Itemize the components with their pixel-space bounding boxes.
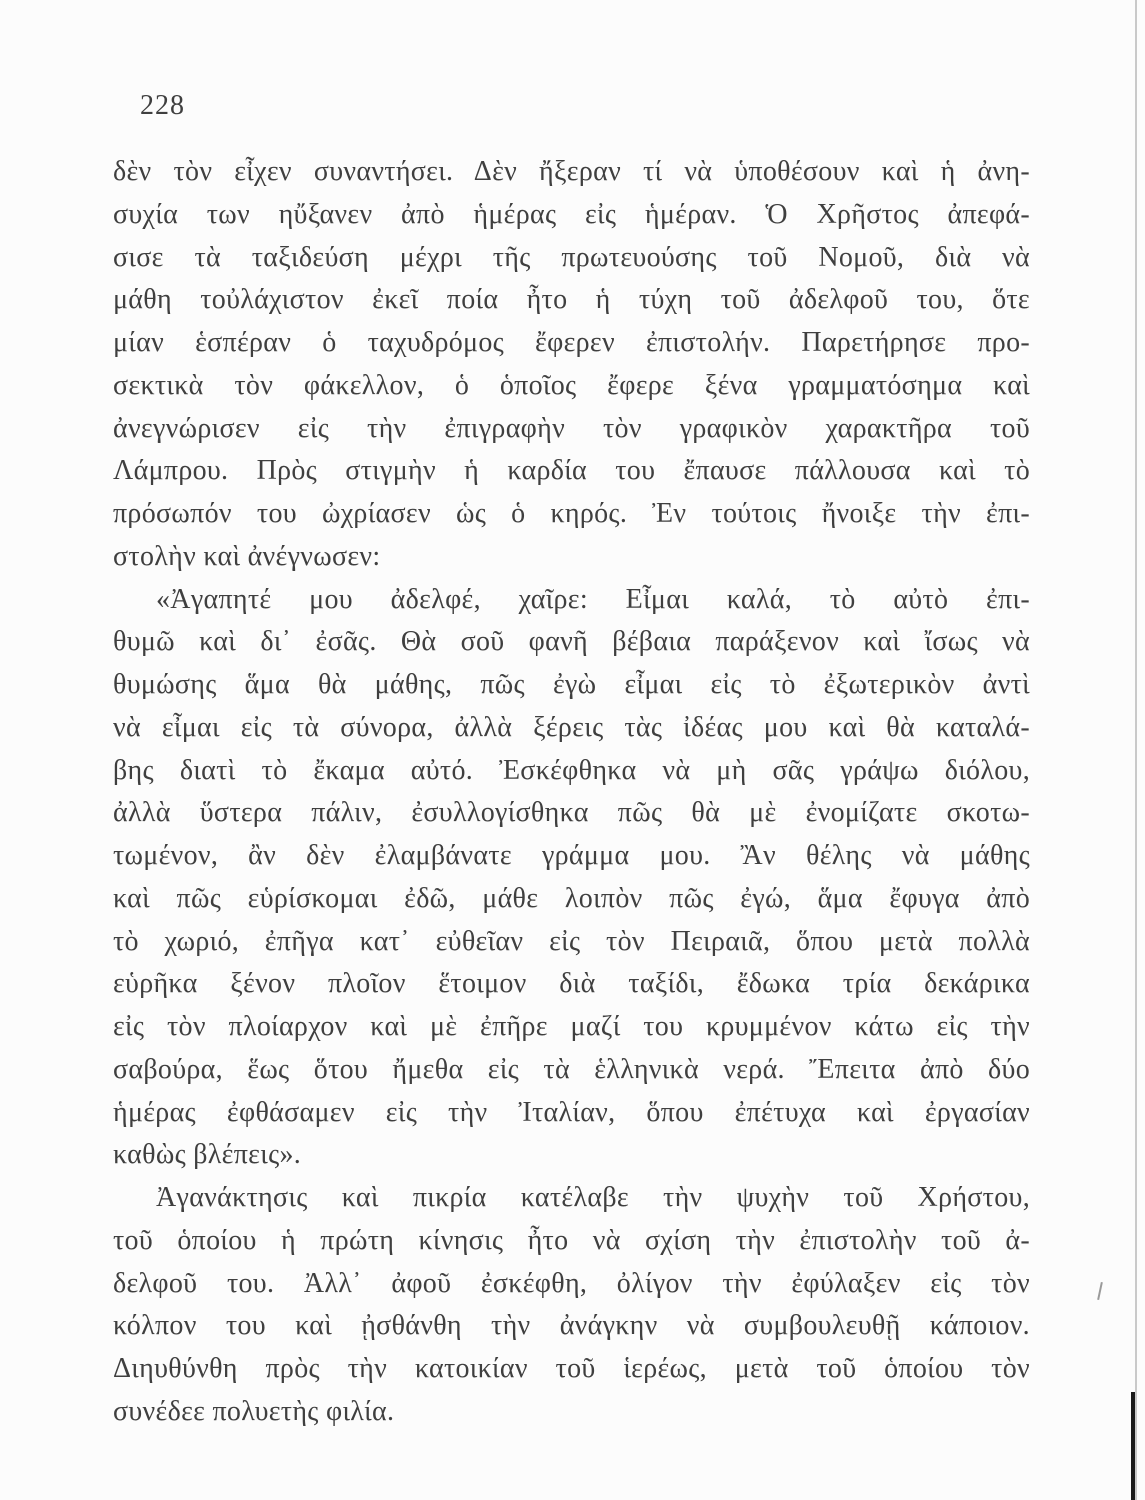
text-line: συνέδεε πολυετὴς φιλία.: [113, 1395, 395, 1427]
text-line: «Ἀγαπητέ μου ἀδελφέ, χαῖρε: Εἶμαι καλά, τὸ αὐτὸ ἐπι-: [156, 583, 1030, 615]
text-line: νὰ εἶμαι εἰς τὰ σύνορα, ἀλλὰ ξέρεις τὰς ἰδέας μου καὶ θὰ καταλά-: [113, 711, 1030, 743]
text-line: Λάμπρου. Πρὸς στιγμὴν ἡ καρδία του ἔπαυσε πάλλουσα καὶ τὸ: [113, 455, 1030, 487]
body-text: [113, 151, 1030, 1434]
text-line: μίαν ἑσπέραν ὁ ταχυδρόμος ἔφερεν ἐπιστολήν. Παρετήρησε προ-: [113, 327, 1030, 358]
text-line: Ἀγανάκτησις καὶ πικρία κατέλαβε τὴν ψυχὴν τοῦ Χρήστου,: [156, 1182, 1030, 1213]
binding-shadow: [1131, 1392, 1135, 1500]
margin-mark: [1097, 1282, 1103, 1300]
page-number: 228: [140, 90, 185, 121]
text-line: θυμώσης ἅμα θὰ μάθης, πῶς ἐγὼ εἶμαι εἰς τὸ ἐξωτερικὸν ἀντὶ: [113, 669, 1030, 700]
paragraph: [113, 151, 1030, 579]
text-line: θυμῶ καὶ δι᾽ ἐσᾶς. Θὰ σοῦ φανῆ βέβαια παράξενον καὶ ἴσως νὰ: [113, 626, 1030, 658]
text-line: καὶ πῶς εὑρίσκομαι ἐδῶ, μάθε λοιπὸν πῶς ἐγώ, ἅμα ἔφυγα ἀπὸ: [113, 882, 1030, 914]
text-line: ἀλλὰ ὕστερα πάλιν, ἐσυλλογίσθηκα πῶς θὰ μὲ ἐνομίζατε σκοτω-: [113, 797, 1030, 829]
text-line: δὲν τὸν εἶχεν συναντήσει. Δὲν ἤξεραν τί νὰ ὑποθέσουν καὶ ἡ ἀνη-: [113, 156, 1030, 187]
text-line: μάθη τοὐλάχιστον ἐκεῖ ποία ἦτο ἡ τύχη τοῦ ἀδελφοῦ του, ὅτε: [113, 284, 1030, 316]
text-line: εἰς τὸν πλοίαρχον καὶ μὲ ἐπῆρε μαζί του κρυμμένον κάτω εἰς τὴν: [113, 1011, 1030, 1042]
text-line: ἀνεγνώρισεν εἰς τὴν ἐπιγραφὴν τὸν γραφικὸν χαρακτῆρα τοῦ: [113, 412, 1030, 444]
text-line: συχία των ηὔξανεν ἀπὸ ἡμέρας εἰς ἡμέραν. Ὁ Χρῆστος ἀπεφά-: [113, 198, 1030, 230]
text-line: τοῦ ὁποίου ἡ πρώτη κίνησις ἦτο νὰ σχίση τὴν ἐπιστολὴν τοῦ ἀ-: [113, 1224, 1030, 1256]
text-line: ἡμέρας ἐφθάσαμεν εἰς τὴν Ἰταλίαν, ὅπου ἐπέτυχα καὶ ἐργασίαν: [113, 1096, 1030, 1128]
text-line: σισε τὰ ταξιδεύση μέχρι τῆς πρωτευούσης τοῦ Νομοῦ, διὰ νὰ: [113, 241, 1030, 273]
text-line: εὑρῆκα ξένον πλοῖον ἕτοιμον διὰ ταξίδι, ἔδωκα τρία δεκάρικα: [113, 968, 1030, 1000]
text-line: σεκτικὰ τὸν φάκελλον, ὁ ὁποῖος ἔφερε ξένα γραμματόσημα καὶ: [113, 369, 1030, 401]
text-line: Διηυθύνθη πρὸς τὴν κατοικίαν τοῦ ἱερέως, μετὰ τοῦ ὁποίου τὸν: [113, 1353, 1030, 1384]
text-line: δελφοῦ του. Ἀλλ᾽ ἀφοῦ ἐσκέφθη, ὀλίγον τὴν ἐφύλαξεν εἰς τὸν: [113, 1267, 1030, 1299]
letter-paragraph: [113, 579, 1030, 1178]
page-edge: [1135, 0, 1137, 1500]
text-line: καθὼς βλέπεις».: [113, 1139, 302, 1171]
text-line: τὸ χωριό, ἐπῆγα κατ᾽ εὐθεῖαν εἰς τὸν Πειραιᾶ, ὅπου μετὰ πολλὰ: [113, 925, 1030, 957]
text-line: τωμένον, ἂν δὲν ἐλαμβάνατε γράμμα μου. Ἂν θέλης νὰ μάθης: [113, 840, 1030, 871]
text-line: κόλπον του καὶ ᾐσθάνθη τὴν ἀνάγκην νὰ συμβουλευθῇ κάποιον.: [113, 1310, 1030, 1342]
text-line: πρόσωπόν του ὠχρίασεν ὡς ὁ κηρός. Ἐν τούτοις ἤνοιξε τὴν ἐπι-: [113, 498, 1030, 529]
paragraph: [113, 1177, 1030, 1434]
text-line: σαβούρα, ἕως ὅτου ἤμεθα εἰς τὰ ἑλληνικὰ νερά. Ἔπειτα ἀπὸ δύο: [113, 1053, 1030, 1085]
text-line: βης διατὶ τὸ ἔκαμα αὐτό. Ἐσκέφθηκα νὰ μὴ σᾶς γράψω διόλου,: [113, 754, 1030, 786]
text-line: στολὴν καὶ ἀνέγνωσεν:: [113, 540, 381, 572]
